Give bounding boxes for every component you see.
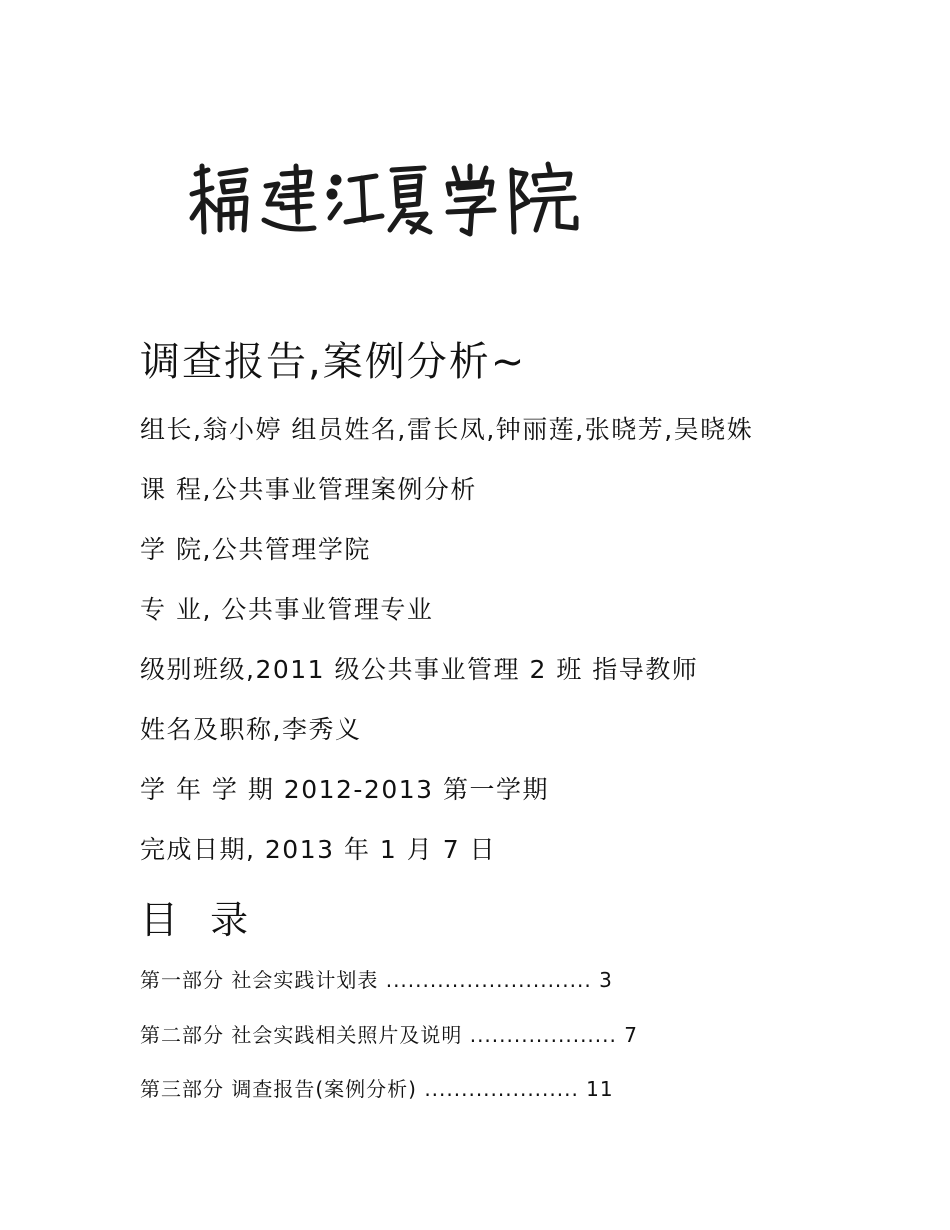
toc-entry-part-1[interactable]: 第一部分 社会实践计划表 ............................ 3 bbox=[140, 968, 613, 992]
calligraphy-char-xue bbox=[448, 166, 494, 234]
college-calligraphy-logo bbox=[186, 160, 581, 240]
calligraphy-char-jiang bbox=[329, 176, 382, 222]
info-line-class-advisor: 级别班级,2011 级公共事业管理 2 班 指导教师 bbox=[140, 655, 699, 684]
calligraphy-char-xia bbox=[390, 168, 430, 232]
info-line-course: 课 程,公共事业管理案例分析 bbox=[140, 475, 477, 504]
info-line-academic-term: 学 年 学 期 2012-2013 第一学期 bbox=[140, 775, 550, 804]
info-line-college: 学 院,公共管理学院 bbox=[140, 535, 371, 564]
toc-entry-part-3[interactable]: 第三部分 调查报告(案例分析) ..................... 11 bbox=[140, 1077, 614, 1101]
calligraphy-char-jian bbox=[264, 166, 314, 229]
info-line-completion-date: 完成日期, 2013 年 1 月 7 日 bbox=[140, 835, 497, 864]
info-line-advisor-title: 姓名及职称,李秀义 bbox=[140, 715, 362, 744]
info-line-major: 专 业, 公共事业管理专业 bbox=[140, 595, 434, 624]
calligraphy-char-fu bbox=[192, 166, 246, 232]
calligraphy-char-yuan bbox=[512, 164, 576, 232]
info-line-members: 组长,翁小婷 组员姓名,雷长凤,钟丽莲,张晓芳,吴晓姝 bbox=[140, 415, 754, 444]
toc-heading: 目 录 bbox=[140, 898, 259, 942]
toc-entry-part-2[interactable]: 第二部分 社会实践相关照片及说明 .................... 7 bbox=[140, 1023, 638, 1047]
report-title: 调查报告,案例分析~ bbox=[140, 339, 527, 385]
